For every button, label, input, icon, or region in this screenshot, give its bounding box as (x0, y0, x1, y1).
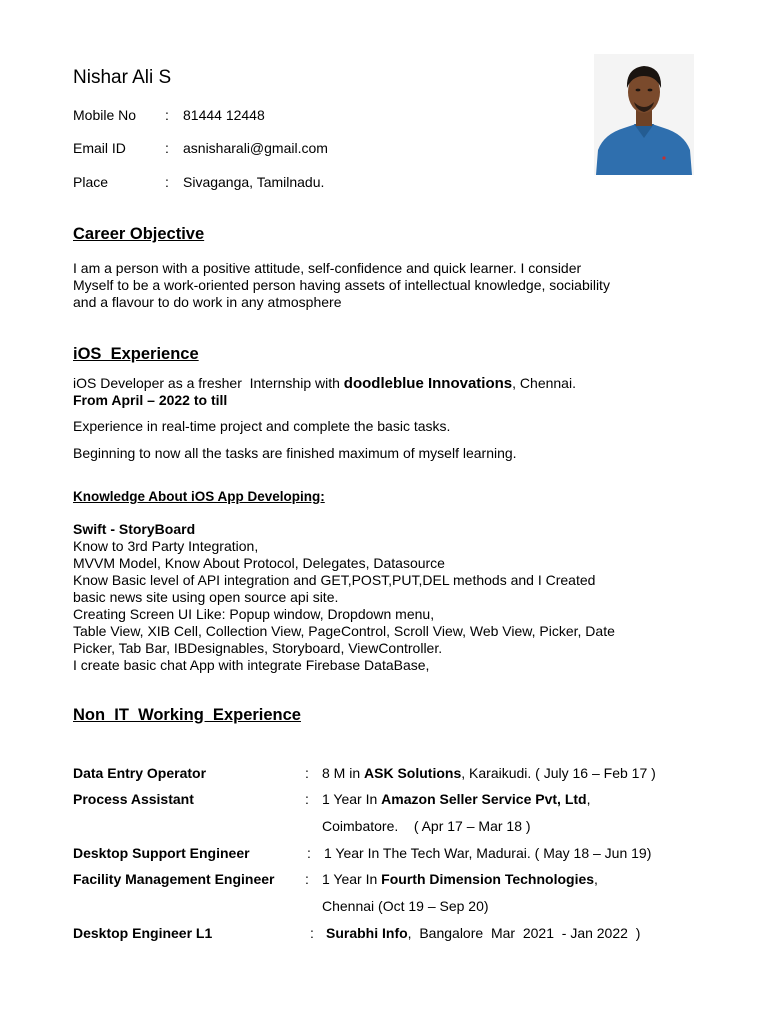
job-sep: : (310, 925, 314, 941)
career-objective-heading: Career Objective (73, 225, 205, 243)
ios-intro-text: iOS Developer as a fresher Internship with (73, 375, 344, 391)
contact-sep-email: : (165, 140, 169, 156)
contact-label-email: Email ID (73, 140, 126, 156)
job-role: Desktop Engineer L1 (73, 925, 213, 941)
contact-value-mobile: 81444 12448 (183, 107, 265, 123)
job-detail-pre: 8 M in (322, 765, 365, 781)
ios-line-1: Experience in real-time project and complete the basic tasks. (73, 418, 451, 434)
ios-intro-line (73, 375, 576, 392)
job-company: Fourth Dimension Technologies (381, 871, 595, 887)
contact-value-place: Sivaganga, Tamilnadu. (183, 174, 325, 190)
contact-value-email: asnisharali@gmail.com (183, 140, 328, 156)
job-sep: : (307, 845, 311, 861)
job-role: Process Assistant (73, 791, 194, 807)
career-line: and a flavour to do work in any atmosphere (73, 294, 342, 310)
knowledge-line: basic news site using open source api site. (73, 589, 339, 605)
ios-line-2: Beginning to now all the tasks are finished maximum of myself learning. (73, 445, 517, 461)
job-detail: 1 Year In The Tech War, Madurai. ( May 18 – Jun 19) (324, 845, 652, 861)
knowledge-line: Creating Screen UI Like: Popup window, Dropdown menu, (73, 606, 435, 622)
career-line: I am a person with a positive attitude, self-confidence and quick learner. I consider (73, 260, 582, 276)
ios-company: doodleblue Innovations (343, 375, 513, 392)
job-detail (322, 871, 598, 888)
ios-intro-city: , Chennai. (512, 375, 576, 391)
knowledge-line: I create basic chat App with integrate Firebase DataBase, (73, 657, 430, 673)
contact-sep-mobile: : (165, 107, 169, 123)
knowledge-heading: Knowledge About iOS App Developing: (73, 489, 325, 504)
job-role: Data Entry Operator (73, 765, 207, 781)
knowledge-subheading: Swift - StoryBoard (73, 521, 196, 537)
job-sep: : (305, 871, 309, 887)
job-detail-post: , (586, 791, 591, 807)
job-detail-continued: Coimbatore. ( Apr 17 – Mar 18 ) (322, 818, 531, 834)
contact-label-mobile: Mobile No (73, 107, 137, 123)
job-detail-post: , Karaikudi. ( July 16 – Feb 17 ) (461, 765, 656, 781)
job-company: ASK Solutions (364, 765, 462, 781)
knowledge-line: Know Basic level of API integration and GET,POST,PUT,DEL methods and I Created (73, 572, 596, 588)
candidate-name: Nishar Ali S (73, 67, 172, 88)
job-detail (322, 765, 656, 782)
knowledge-line: MVVM Model, Know About Protocol, Delegates, Datasource (73, 555, 445, 571)
job-role: Facility Management Engineer (73, 871, 275, 887)
knowledge-line: Table View, XIB Cell, Collection View, PageControl, Scroll View, Web View, Picker, Date (73, 623, 615, 639)
profile-photo (594, 54, 694, 175)
job-company: Surabhi Info (326, 925, 408, 941)
knowledge-line: Know to 3rd Party Integration, (73, 538, 259, 554)
job-detail-post: , Bangalore Mar 2021 - Jan 2022 ) (407, 925, 641, 941)
job-company: Amazon Seller Service Pvt, Ltd (381, 791, 587, 807)
job-sep: : (305, 765, 309, 781)
job-role: Desktop Support Engineer (73, 845, 250, 861)
job-detail (326, 925, 640, 942)
career-line: Myself to be a work-oriented person having assets of intellectual knowledge, sociability (73, 277, 610, 293)
ios-experience-heading: iOS Experience (73, 345, 199, 363)
contact-label-place: Place (73, 174, 109, 190)
contact-sep-place: : (165, 174, 169, 190)
job-detail-pre: 1 Year In (322, 791, 382, 807)
job-detail-pre: 1 Year In (322, 871, 382, 887)
non-it-experience-heading: Non IT Working Experience (73, 706, 301, 724)
job-detail-post: , (594, 871, 598, 887)
knowledge-line: Picker, Tab Bar, IBDesignables, Storyboard, ViewController. (73, 640, 443, 656)
job-sep: : (305, 791, 309, 807)
job-detail (322, 791, 590, 808)
ios-from-date: From April – 2022 to till (73, 392, 228, 408)
job-detail-continued: Chennai (Oct 19 – Sep 20) (322, 898, 489, 914)
